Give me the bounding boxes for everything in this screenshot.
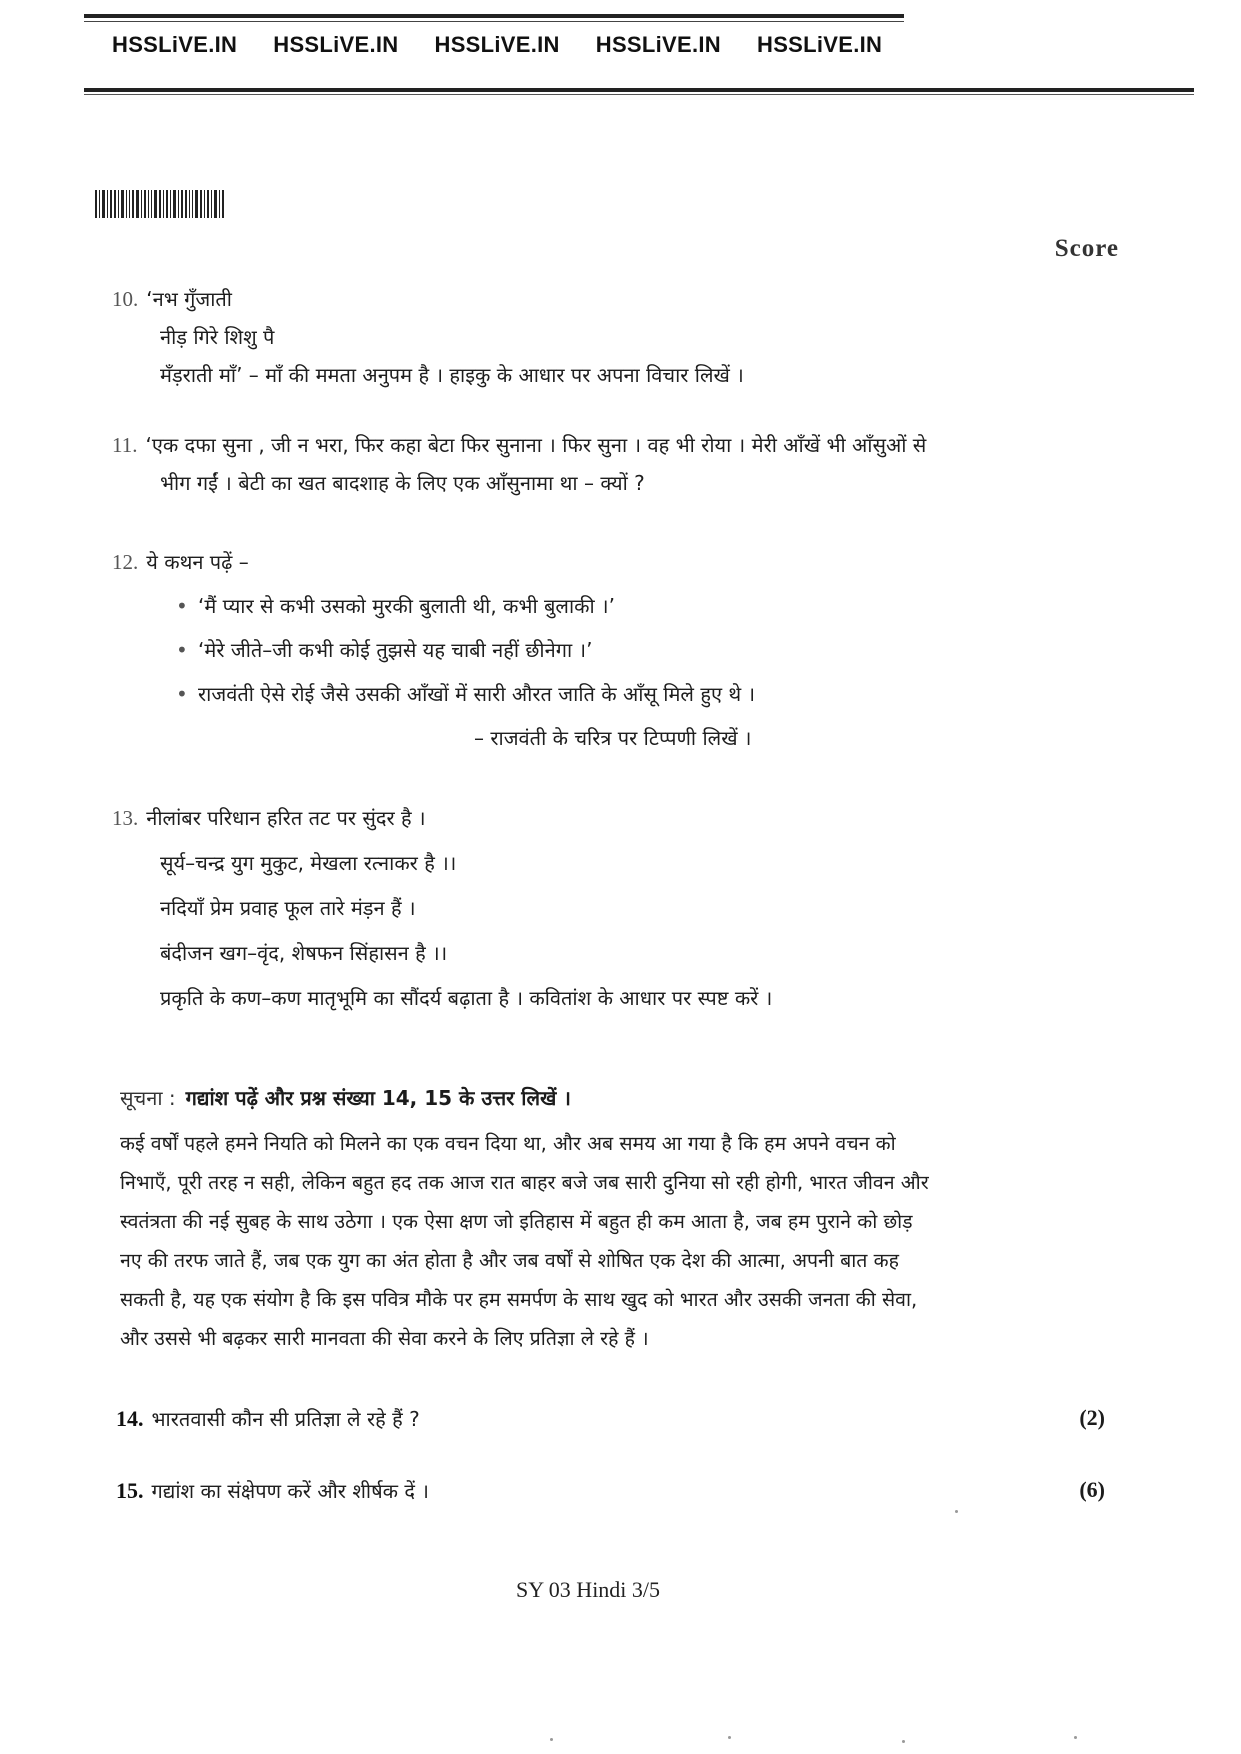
- scan-speck: [1074, 1736, 1077, 1739]
- passage-line: नए की तरफ जाते हैं, जब एक युग का अंत होता है और जब वर्षों से शोषित एक देश की आत्मा, अपनी बात कह: [120, 1249, 899, 1272]
- question-line: नीलांबर परिधान हरित तट पर सुंदर है ।: [146, 806, 426, 830]
- barcode-bar: [132, 190, 134, 218]
- quote-text: ‘मेरे जीते–जी कभी कोई तुझसे यह चाबी नहीं छीनेगा ।’: [198, 638, 593, 662]
- barcode-bar: [185, 190, 187, 218]
- question-line: नदियाँ प्रेम प्रवाह फूल तारे मंड़न हैं ।: [160, 896, 416, 920]
- question-number: 11.: [112, 433, 138, 457]
- barcode-bar: [200, 190, 202, 218]
- barcode-bar: [118, 190, 119, 218]
- question-line: प्रकृति के कण–कण मातृभूमि का सौंदर्य बढ़ाता है । कवितांश के आधार पर स्पष्ट करें ।: [160, 986, 773, 1010]
- barcode: [95, 190, 232, 218]
- question-line: भीग गईं । बेटी का खत बादशाह के लिए एक आँसुनामा था – क्यों ?: [160, 471, 645, 495]
- question-text: गद्यांश का संक्षेपण करें और शीर्षक दें ।: [151, 1479, 429, 1503]
- barcode-bar: [163, 190, 164, 218]
- question-number: 15.: [116, 1478, 144, 1503]
- barcode-bar: [173, 190, 176, 218]
- passage-line: निभाएँ, पूरी तरह न सही, लेकिन बहुत हद तक आज रात बाहर बजे जब सारी दुनिया सो रही होगी, भारत जीवन और: [120, 1171, 929, 1194]
- question-15: [116, 1472, 429, 1510]
- quote-bullet: [112, 672, 755, 716]
- watermark-text: HSSLiVE.IN: [595, 32, 721, 57]
- barcode-bar: [219, 190, 220, 218]
- question-intro: ये कथन पढ़ें –: [146, 550, 249, 574]
- question-11: [112, 426, 926, 502]
- question-15-marks: (6): [1079, 1477, 1105, 1502]
- bullet-icon: •: [176, 638, 188, 662]
- scan-speck: [550, 1738, 553, 1741]
- scan-speck: [728, 1736, 731, 1739]
- barcode-bar: [151, 190, 152, 218]
- barcode-bar: [178, 190, 179, 218]
- question-12: [112, 540, 755, 760]
- barcode-bar: [204, 190, 205, 218]
- question-line: ‘नभ गुँजाती: [146, 287, 232, 311]
- barcode-bar: [222, 190, 224, 218]
- question-number: 12.: [112, 550, 139, 574]
- barcode-bar: [95, 190, 97, 218]
- passage-line: स्वतंत्रता की नई सुबह के साथ उठेगा । एक ऐसा क्षण जो इतिहास में बहुत ही कम आता है, जब हम पुराने को छोड़: [120, 1210, 913, 1233]
- barcode-bar: [214, 190, 217, 218]
- header-rule-top-thin: [84, 21, 904, 22]
- passage-line: और उससे भी बढ़कर सारी मानवता की सेवा करने के लिए प्रतिज्ञा ले रहे हैं ।: [120, 1327, 649, 1350]
- question-line: मँड़राती माँ’ – माँ की ममता अनुपम है । हाइकु के आधार पर अपना विचार लिखें ।: [160, 363, 744, 387]
- question-number: 10.: [112, 287, 139, 311]
- quote-bullet: [112, 628, 755, 672]
- barcode-bar: [102, 190, 105, 218]
- quote-bullet: [112, 584, 755, 628]
- quote-text: राजवंती ऐसे रोई जैसे उसकी आँखों में सारी औरत जाति के आँसू मिले हुए थे ।: [198, 682, 756, 706]
- question-14: [116, 1400, 420, 1438]
- question-14-marks: (2): [1079, 1405, 1105, 1430]
- watermark-strip: [112, 28, 918, 62]
- barcode-bar: [170, 190, 171, 218]
- barcode-bar: [207, 190, 209, 218]
- question-10: [112, 280, 744, 394]
- barcode-bar: [159, 190, 161, 218]
- passage-line: कई वर्षों पहले हमने नियति को मिलने का एक वचन दिया था, और अब समय आ गया है कि हम अपने वचन को: [120, 1132, 896, 1155]
- page-footer: SY 03 Hindi 3/5: [516, 1577, 661, 1602]
- notice: [120, 1084, 571, 1111]
- watermark-text: HSSLiVE.IN: [273, 32, 399, 57]
- passage: [120, 1124, 1100, 1358]
- header-rule-bottom: [84, 88, 1194, 92]
- barcode-bar: [110, 190, 112, 218]
- question-line: बंदीजन खग–वृंद, शेषफन सिंहासन है ।।: [160, 941, 448, 965]
- barcode-bar: [148, 190, 149, 218]
- watermark-text: HSSLiVE.IN: [757, 32, 883, 57]
- barcode-bar: [136, 190, 139, 218]
- barcode-bar: [181, 190, 183, 218]
- question-task: – राजवंती के चरित्र पर टिप्पणी लिखें ।: [474, 726, 752, 750]
- quote-text: ‘मैं प्यार से कभी उसको मुरकी बुलाती थी, कभी बुलाकी ।’: [198, 594, 615, 618]
- passage-line: सकती है, यह एक संयोग है कि इस पवित्र मौके पर हम समर्पण के साथ खुद को भारत और उसकी जनता की सेवा,: [120, 1288, 918, 1311]
- question-line: नीड़ गिरे शिशु पै: [160, 325, 275, 349]
- question-13: [112, 796, 772, 1021]
- barcode-bar: [166, 190, 168, 218]
- barcode-bar: [211, 190, 212, 218]
- scan-speck: [902, 1740, 905, 1743]
- question-number: 14.: [116, 1406, 144, 1431]
- barcode-bar: [126, 190, 127, 218]
- barcode-bar: [107, 190, 108, 218]
- question-line: सूर्य–चन्द्र युग मुकुट, मेखला रत्नाकर है ।।: [160, 851, 457, 875]
- question-line: ‘एक दफा सुना , जी न भरा, फिर कहा बेटा फिर सुनाना । फिर सुना । वह भी रोया । मेरी आँखें भी आँसुओं से: [145, 433, 927, 457]
- header-rule-top: [84, 14, 904, 18]
- scan-speck: [955, 1510, 958, 1513]
- header-rule-bottom-thin: [84, 94, 1194, 95]
- watermark-text: HSSLiVE.IN: [112, 32, 238, 57]
- bullet-icon: •: [176, 594, 188, 618]
- barcode-bar: [192, 190, 193, 218]
- bullet-icon: •: [176, 682, 188, 706]
- question-text: भारतवासी कौन सी प्रतिज्ञा ले रहे हैं ?: [151, 1407, 420, 1431]
- notice-label: सूचना :: [120, 1086, 176, 1110]
- barcode-bar: [195, 190, 198, 218]
- barcode-bar: [99, 190, 100, 218]
- barcode-bar: [141, 190, 142, 218]
- notice-text: गद्यांश पढ़ें और प्रश्न संख्या 14, 15 के उत्तर लिखें ।: [185, 1086, 571, 1110]
- barcode-bar: [189, 190, 190, 218]
- barcode-bar: [114, 190, 116, 218]
- barcode-bar: [129, 190, 130, 218]
- barcode-bar: [154, 190, 157, 218]
- barcode-bar: [121, 190, 124, 218]
- score-column-label: Score: [1054, 235, 1119, 262]
- question-number: 13.: [112, 806, 139, 830]
- barcode-bar: [144, 190, 146, 218]
- watermark-text: HSSLiVE.IN: [434, 32, 560, 57]
